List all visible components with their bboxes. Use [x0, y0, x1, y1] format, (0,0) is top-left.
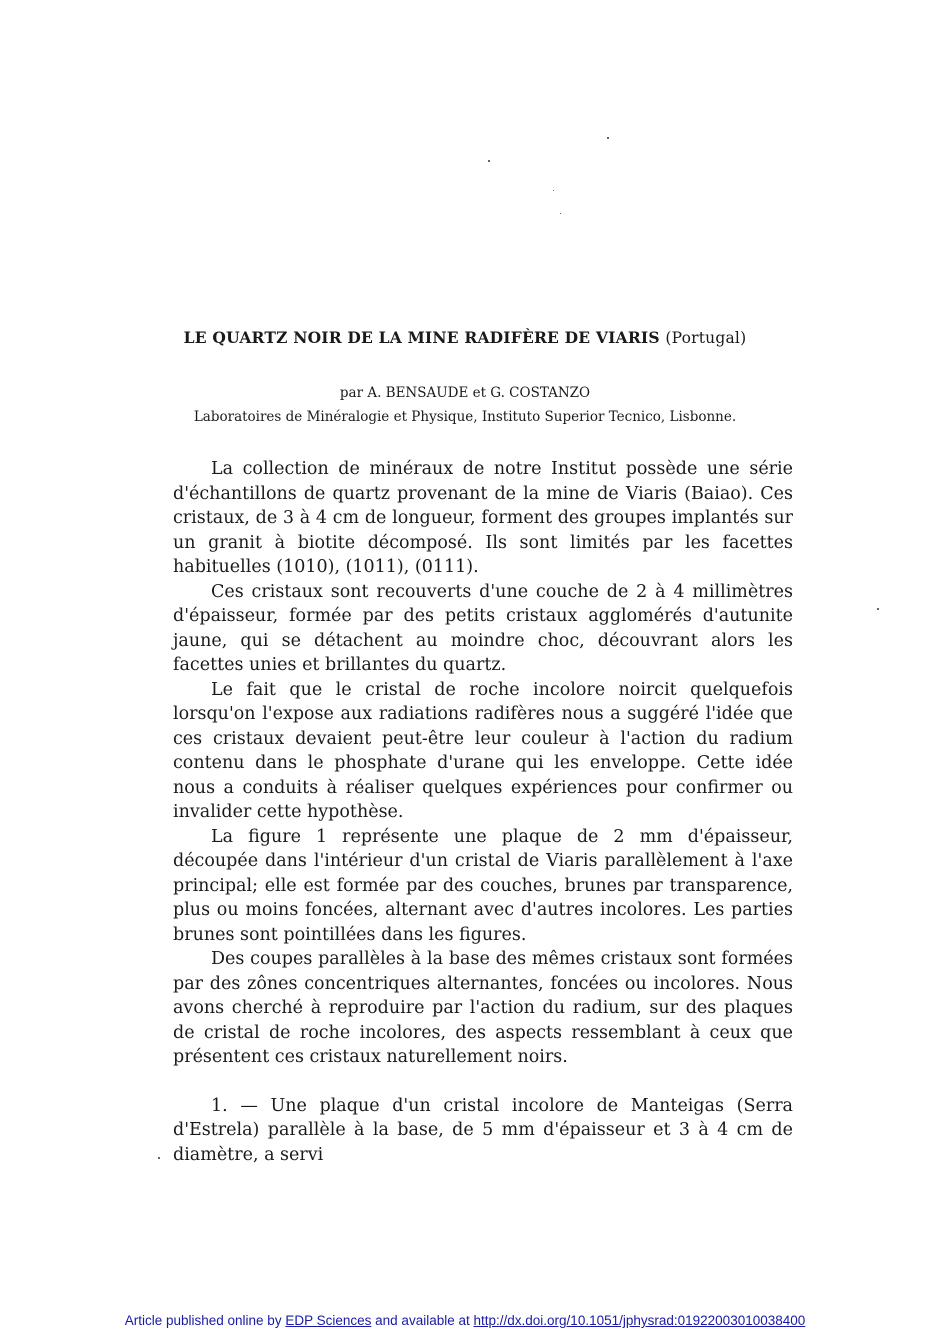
- title-country: (Portugal): [665, 329, 747, 347]
- title-main: LE QUARTZ NOIR DE LA MINE RADIFÈRE DE VIARIS: [183, 328, 660, 347]
- scan-speck: [158, 1157, 160, 1159]
- section-1-paragraph: 1. — Une plaque d'un cristal incolore de Manteigas (Serra d'Estrela) parallèle à la base, de 5 mm d'épaisseur et 3 à 4 cm de diamètre, a servi: [173, 1095, 793, 1165]
- scan-speck: [560, 213, 561, 214]
- scan-speck: [607, 137, 609, 139]
- article-body: [173, 457, 793, 1167]
- paragraph: La figure 1 représente une plaque de 2 mm d'épaisseur, découpée dans l'intérieur d'un cristal de Viaris parallèlement à l'axe principal; elle est formée par des couches, brunes par transparence, plus ou moins foncées, alternant avec d'autres incolores. Les parties brunes sont pointillées dans les figures.: [173, 826, 793, 945]
- scan-speck: [553, 190, 554, 191]
- paragraph: Des coupes parallèles à la base des mêmes cristaux sont formées par des zônes concentriques alternantes, foncées ou incolores. Nous avons cherché à reproduire par l'action du radium, sur des plaques de cristal de roche incolores, des aspects ressemblant à ceux que présentent ces cristaux naturellement noirs.: [173, 949, 793, 1067]
- doi-link[interactable]: http://dx.doi.org/10.1051/jphysrad:01922003010038400: [473, 1313, 806, 1328]
- footer-middle: and available at: [375, 1313, 470, 1328]
- article-title: [0, 328, 930, 347]
- publication-footer: [0, 1313, 930, 1328]
- paragraph: Le fait que le cristal de roche incolore noircit quelquefois lorsqu'on l'expose aux radiations radifères nous a suggéré l'idée que ces cristaux devaient peut-être leur couleur à l'action du radium contenu dans le phosphate d'urane qui les enveloppe. Cette idée nous a conduits à réaliser quelques expériences pour confirmer ou invalider cette hypothèse.: [173, 679, 793, 822]
- scan-speck: [488, 160, 490, 162]
- footer-prefix: Article published online by: [124, 1313, 282, 1328]
- paragraph: Ces cristaux sont recouverts d'une couche de 2 à 4 millimètres d'épaisseur, formée par des petits cristaux agglomérés d'autunite jaune, qui se détachent au moindre choc, découvrant alors les facettes unies et brillantes du quartz.: [173, 581, 793, 675]
- publisher-link[interactable]: EDP Sciences: [285, 1313, 372, 1328]
- authors: par A. BENSAUDE et G. COSTANZO: [339, 385, 591, 401]
- paragraph: La collection de minéraux de notre Institut possède une série d'échantillons de quartz provenant de la mine de Viaris (Baiao). Ces cristaux, de 3 à 4 cm de longueur, forment des groupes implantés sur un granit à biotite décomposé. Ils sont limités par les facettes habituelles (1010), (1011), (0111).: [173, 459, 793, 577]
- scan-speck: [877, 608, 879, 610]
- affiliation: Laboratoires de Minéralogie et Physique, Instituto Superior Tecnico, Lisbonne.: [193, 409, 737, 425]
